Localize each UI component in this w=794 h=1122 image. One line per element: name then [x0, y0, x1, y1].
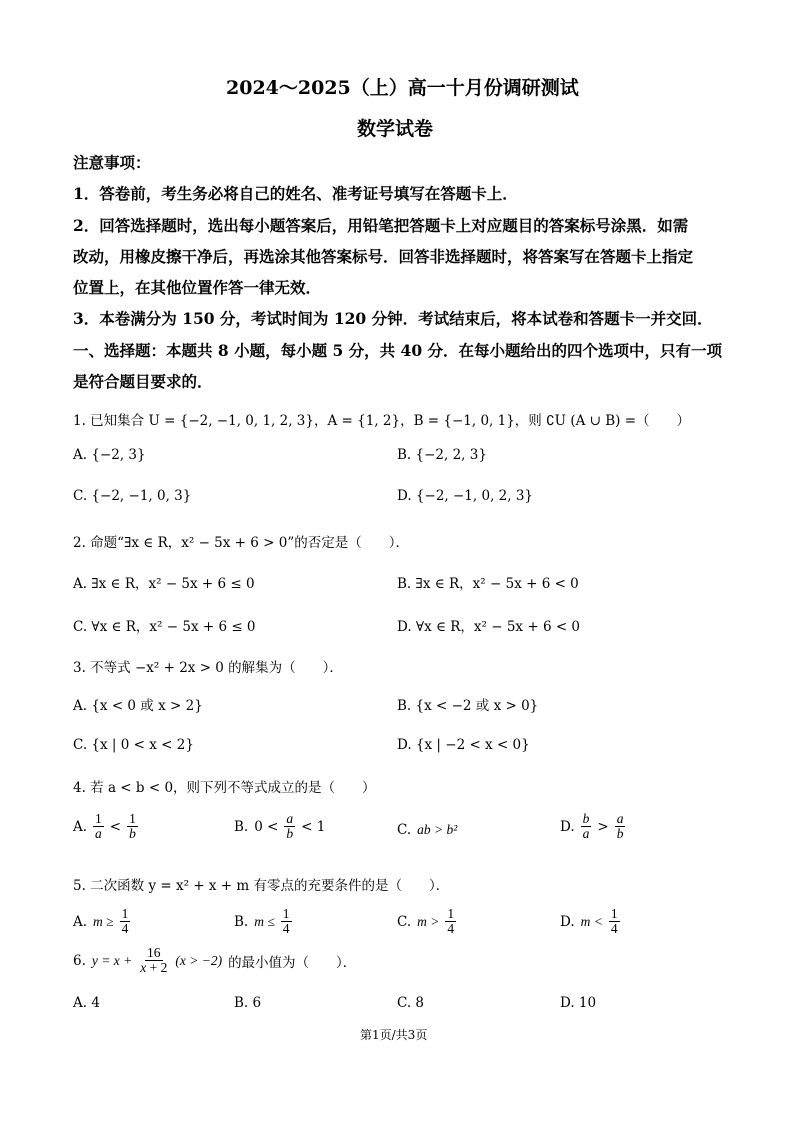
formula: y = x + — [91, 952, 133, 968]
fraction: $\frac{16}{x + 2}$ — [140, 945, 168, 976]
operator: 0 < — [254, 818, 279, 835]
fraction: $\frac{1}{4}$ — [121, 906, 129, 937]
question-3-option-d: D. {x | −2 < x < 0} — [397, 737, 530, 753]
notice-item-2-line3: 位置上，在其他位置作答一律无效． — [73, 278, 322, 297]
fraction: $\frac{1}{b}$ — [129, 811, 136, 842]
question-5-option-c — [397, 907, 456, 936]
domain-condition: (x > −2) — [175, 952, 223, 968]
exam-title: 2024～2025（上）高一十月份调研测试 — [226, 77, 579, 99]
fraction: $\frac{a}{b}$ — [616, 811, 624, 842]
option-label: A. — [73, 913, 88, 930]
question-3-option-b: B. {x < −2 或 x > 0} — [397, 698, 539, 714]
variable: m > — [417, 913, 440, 929]
fraction: $\frac{a}{b}$ — [286, 811, 294, 842]
question-4-option-d — [560, 812, 625, 841]
question-2-option-a: A. ∃x ∈ R，x² − 5x + 6 ≤ 0 — [73, 576, 255, 592]
section-heading-line1: 一、选择题：本题共 8 小题，每小题 5 分，共 40 分．在每小题给出的四个选项中，只有一项 — [73, 341, 723, 360]
question-3-option-c: C. {x | 0 < x < 2} — [73, 737, 194, 753]
exam-subtitle: 数学试卷 — [357, 118, 434, 140]
question-6-option-d: D. 10 — [560, 995, 597, 1011]
option-label: B. — [234, 818, 249, 835]
question-6-option-b: B. 6 — [234, 995, 262, 1011]
operator: > — [597, 818, 609, 835]
question-5-option-a — [73, 907, 130, 936]
question-4-stem: 4. 若 a < b < 0，则下列不等式成立的是（ ） — [73, 780, 376, 796]
notice-item-1: 1．答卷前，考生务必将自己的姓名、准考证号填写在答题卡上． — [73, 184, 518, 203]
question-5-option-b — [234, 907, 292, 936]
question-number: 6. — [73, 952, 86, 969]
fraction: $\frac{1}{4}$ — [610, 906, 618, 937]
fraction: $\frac{b}{a}$ — [582, 811, 590, 842]
variable: m ≥ — [93, 913, 114, 929]
option-label: D. — [560, 818, 575, 835]
notice-heading: 注意事项： — [73, 153, 151, 172]
option-label: B. — [234, 913, 249, 930]
variable: m ≤ — [254, 913, 275, 929]
section-heading-line2: 是符合题目要求的． — [73, 372, 213, 391]
option-text: ab > b² — [417, 822, 458, 837]
question-2-option-d: D. ∀x ∈ R，x² − 5x + 6 < 0 — [397, 619, 581, 635]
notice-item-2-line2: 改动，用橡皮擦干净后，再选涂其他答案标号．回答非选择题时，将答案写在答题卡上指定 — [73, 247, 694, 266]
question-4-option-b — [234, 812, 325, 841]
question-1-option-c: C. {−2, −1, 0, 3} — [73, 488, 192, 504]
operator: < — [109, 818, 122, 835]
question-3-stem: 3. 不等式 −x² + 2x > 0 的解集为（ ）． — [73, 660, 343, 676]
question-5-option-d — [560, 907, 620, 936]
question-2-option-c: C. ∀x ∈ R，x² − 5x + 6 ≤ 0 — [73, 619, 256, 635]
question-1-option-d: D. {−2, −1, 0, 2, 3} — [397, 488, 534, 504]
question-6-option-c: C. 8 — [397, 995, 425, 1011]
question-4-option-a — [73, 812, 138, 841]
fraction: $\frac{1}{4}$ — [447, 906, 455, 937]
option-label: C. — [397, 822, 412, 838]
operator: < 1 — [301, 818, 326, 835]
question-1-option-a: A. {−2, 3} — [73, 447, 146, 463]
question-tail: 的最小值为（ ）． — [228, 954, 357, 971]
option-label: D. — [560, 913, 575, 930]
option-label: A. — [73, 818, 88, 835]
question-4-option-c — [397, 822, 457, 838]
question-3-option-a: A. {x < 0 或 x > 2} — [73, 698, 203, 714]
question-5-stem: 5. 二次函数 y = x² + x + m 有零点的充要条件的是（ ）． — [73, 878, 450, 894]
question-6-stem — [73, 946, 356, 975]
question-2-option-b: B. ∃x ∈ R，x² − 5x + 6 < 0 — [397, 576, 579, 592]
question-1-stem: 1. 已知集合 U = {−2, −1, 0, 1, 2, 3}，A = {1, 2}，B = {−1, 0, 1}，则 ∁U (A ∪ B) =（ ） — [73, 413, 691, 429]
notice-item-3: 3．本卷满分为 150 分，考试时间为 120 分钟．考试结束后，将本试卷和答题卡一并交回． — [73, 309, 713, 328]
question-1-option-b: B. {−2, 2, 3} — [397, 447, 487, 463]
fraction: $\frac{1}{a}$ — [95, 811, 102, 842]
fraction: $\frac{1}{4}$ — [282, 906, 290, 937]
page-footer: 第1页/共3页 — [360, 1028, 428, 1042]
question-2-stem: 2. 命题“∃x ∈ R，x² − 5x + 6 > 0”的否定是（ ）． — [73, 535, 409, 551]
question-6-option-a: A. 4 — [73, 995, 100, 1011]
variable: m < — [580, 913, 603, 929]
option-label: C. — [397, 913, 412, 930]
notice-item-2-line1: 2．回答选择题时，选出每小题答案后，用铅笔把答题卡上对应题目的答案标号涂黑．如需 — [73, 216, 689, 235]
